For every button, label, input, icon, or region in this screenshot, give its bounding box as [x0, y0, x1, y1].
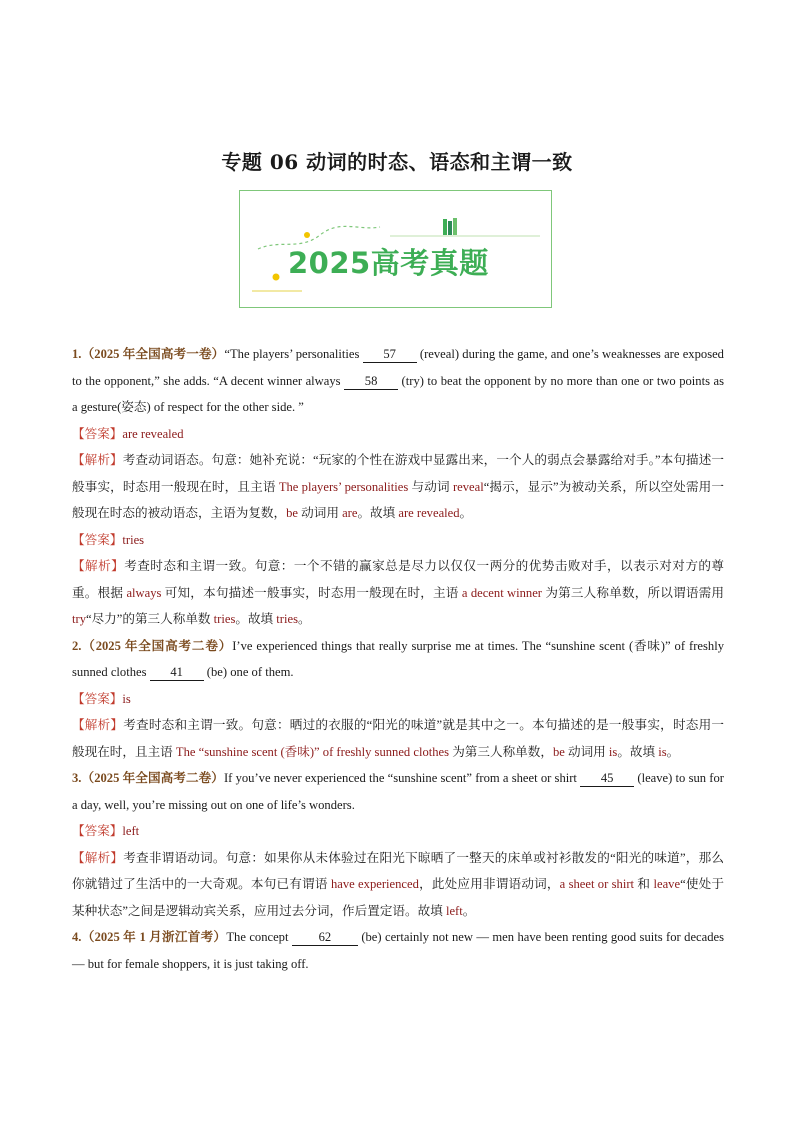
- analysis-tag: 【解析】: [72, 559, 125, 573]
- analysis-text: 。: [462, 903, 476, 918]
- analysis-text: 为第三人称单数，所以谓语需用: [542, 585, 724, 600]
- analysis-paragraph: [72, 845, 724, 925]
- analysis-text: 为第三人称单数，: [449, 744, 553, 759]
- question-source: （2025 年 1 月浙江首考）: [81, 930, 227, 944]
- analysis-text: 动词用: [297, 506, 343, 520]
- analysis-text: 考查非谓语动词。句意：如果你从未体验过在阳光下晾晒了一整天的床单或衬衫散发的“阳光的味道”，那么你就错过了生活中的一大奇观。本句已有谓语: [72, 850, 724, 891]
- question-source: （2025 年全国高考一卷）: [81, 347, 225, 361]
- banner-text: 2025高考真题: [288, 246, 489, 280]
- analysis-highlight: a sheet or shirt: [559, 877, 635, 891]
- answer-value: tries: [122, 532, 145, 547]
- analysis-text: 。: [666, 744, 680, 759]
- answer-line: [72, 818, 724, 845]
- analysis-text: “使处于某种状态”之间是逻辑动宾关系，应用过去分词，作后置定语。故填: [72, 877, 724, 918]
- question-text: (leave) to sun for a day, well, you’re missing out on one of life’s wonders.: [72, 771, 724, 812]
- question-source: （2025 年全国高考二卷）: [81, 638, 233, 653]
- answer-blank: 45: [580, 771, 634, 787]
- analysis-text: ，此处应用非谓语动词，: [418, 877, 560, 891]
- analysis-text: 和: [634, 877, 654, 891]
- analysis-paragraph: [72, 712, 724, 765]
- answer-line: [72, 421, 724, 448]
- analysis-highlight: tries: [213, 612, 236, 626]
- question-text: The concept: [226, 930, 292, 944]
- analysis-text: 考查时态和主谓一致。句意：一个不错的赢家总是尽力以仅仅一两分的优势击败对手，以表示对对方的尊重。根据: [72, 559, 725, 600]
- analysis-highlight: try: [72, 612, 86, 626]
- analysis-paragraph: [72, 553, 724, 633]
- question-text: (be) one of them.: [203, 665, 294, 679]
- analysis-highlight: have experienced: [330, 877, 419, 891]
- question-number: 3.: [72, 771, 82, 785]
- analysis-highlight: reveal: [452, 479, 484, 494]
- analysis-highlight: is: [608, 744, 618, 759]
- question-text: I’ve experienced things that really surprise me at times. The “sunshine scent (香味)” of freshly sunned clothes: [72, 638, 724, 679]
- analysis-tag: 【解析】: [72, 718, 124, 732]
- answer-blank: 57: [363, 347, 417, 363]
- analysis-text: 考查时态和主谓一致。句意：晒过的衣服的“阳光的味道”就是其中之一。本句描述的是一般事实，时态用一般现在时，且主语: [72, 718, 724, 759]
- analysis-highlight: left: [445, 903, 463, 918]
- analysis-text: 动词用: [564, 744, 609, 759]
- answer-tag: 【答案】: [72, 824, 123, 838]
- analysis-highlight: a decent winner: [461, 585, 542, 600]
- answer-tag: 【答案】: [72, 426, 123, 441]
- answer-value: are revealed: [122, 426, 184, 441]
- question-number: 4.: [72, 930, 82, 944]
- analysis-text: “揭示，显示”为被动关系，所以空处需用一般现在时态的被动语态，主语为复数，: [72, 479, 725, 520]
- question-text: (try) to beat the opponent by no more than one or two points as a gesture(姿态) of respect for the other side. ”: [72, 373, 724, 414]
- question-4: [72, 924, 724, 977]
- answer-line: [72, 527, 724, 554]
- analysis-highlight: always: [126, 585, 162, 600]
- answer-value: left: [122, 824, 140, 838]
- analysis-text: 。故填: [617, 744, 659, 759]
- analysis-highlight: The players’ personalities: [278, 479, 409, 494]
- analysis-highlight: be: [286, 506, 298, 520]
- question-2: [72, 633, 724, 686]
- analysis-text: “尽力”的第三人称单数: [86, 612, 214, 626]
- answer-blank: 62: [292, 930, 358, 946]
- question-text: (reveal) during the game, and one’s weaknesses are exposed to the opponent,” she adds. “A decent winner always: [72, 347, 724, 388]
- analysis-text: 。故填: [357, 506, 399, 520]
- answer-line: [72, 686, 724, 713]
- analysis-tag: 【解析】: [72, 453, 123, 467]
- question-number: 2.: [72, 638, 82, 653]
- answer-blank: 58: [344, 374, 398, 390]
- question-text: If you’ve never experienced the “sunshine scent” from a sheet or shirt: [223, 771, 581, 785]
- analysis-highlight: are: [342, 506, 358, 520]
- question-text: (be) certainly not new — men have been renting good suits for decades — but for female shoppers, it is just taking off.: [72, 930, 725, 971]
- question-3: [72, 765, 724, 818]
- analysis-highlight: are revealed: [398, 506, 460, 520]
- answer-blank: 41: [150, 665, 204, 681]
- answer-value: is: [122, 691, 131, 706]
- analysis-highlight: The “sunshine scent (香味)” of freshly sunned clothes: [175, 744, 450, 759]
- question-1: [72, 341, 724, 421]
- analysis-highlight: tries: [276, 612, 298, 626]
- answer-tag: 【答案】: [72, 532, 123, 547]
- answer-tag: 【答案】: [72, 691, 123, 706]
- document-body: [72, 341, 724, 977]
- page-title: 专题 06 动词的时态、语态和主谓一致: [221, 150, 573, 174]
- analysis-highlight: leave: [653, 877, 681, 891]
- analysis-text: 可知，本句描述一般事实，时态用一般现在时，主语: [161, 585, 462, 600]
- question-source: （2025 年全国高考二卷）: [81, 771, 224, 785]
- banner-image: [239, 190, 552, 308]
- analysis-text: 。: [459, 506, 473, 520]
- analysis-text: 与动词: [408, 479, 453, 494]
- analysis-highlight: be: [552, 744, 565, 759]
- analysis-text: 。: [297, 612, 311, 626]
- analysis-highlight: is: [658, 744, 667, 759]
- analysis-tag: 【解析】: [72, 850, 124, 865]
- analysis-paragraph: [72, 447, 724, 527]
- analysis-text: 。故填: [235, 612, 277, 626]
- question-text: “The players’ personalities: [224, 347, 363, 361]
- analysis-text: 考查动词语态。句意：她补充说：“玩家的个性在游戏中显露出来，一个人的弱点会暴露给对手。”本句描述一般事实，时态用一般现在时，且主语: [72, 453, 724, 494]
- question-number: 1.: [72, 347, 82, 361]
